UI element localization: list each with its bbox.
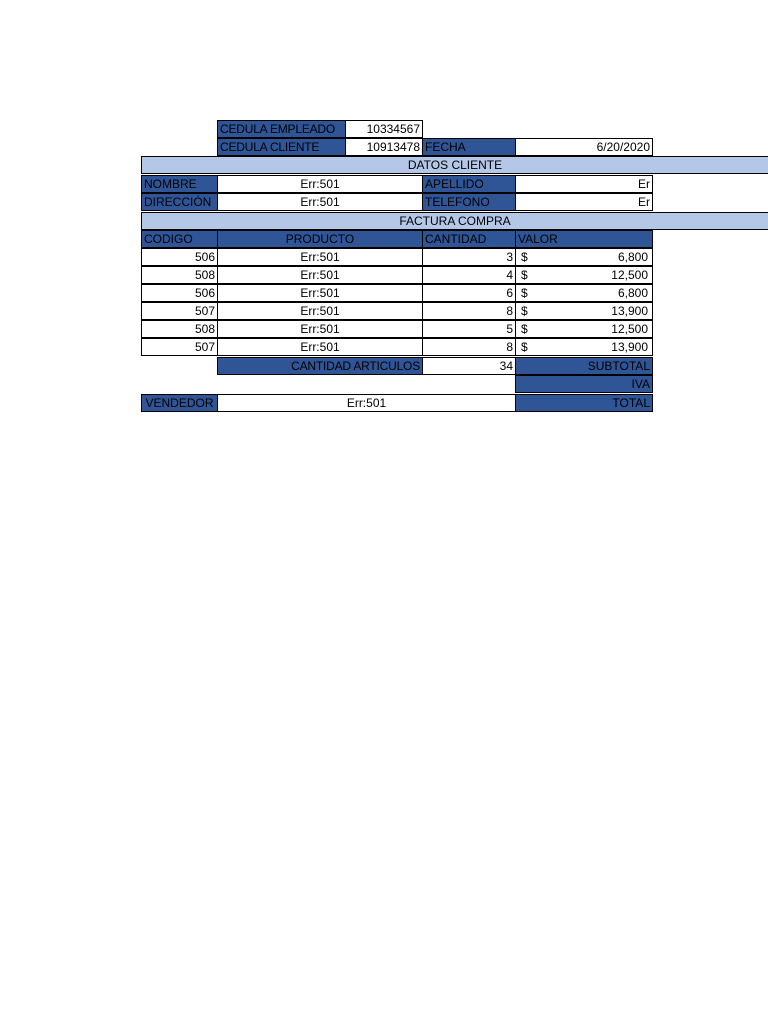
row-cantidad[interactable]: 5 — [422, 320, 516, 338]
cedula-cliente-label: CEDULA CLIENTE — [217, 138, 346, 156]
apellido-label: APELLIDO — [422, 175, 516, 193]
nombre-label: NOMBRE — [141, 175, 218, 193]
direccion-label: DIRECCIÓN — [141, 193, 218, 211]
row-cantidad[interactable]: 8 — [422, 302, 516, 320]
vendedor-value[interactable]: Err:501 — [217, 394, 516, 412]
currency-symbol: $ — [521, 340, 528, 354]
row-valor[interactable] — [515, 338, 653, 356]
telefono-label: TELEFONO — [422, 193, 516, 211]
row-producto[interactable]: Err:501 — [217, 338, 423, 356]
subtotal-label: SUBTOTAL — [515, 357, 653, 375]
row-valor[interactable] — [515, 320, 653, 338]
row-codigo[interactable]: 508 — [141, 320, 218, 338]
row-cantidad[interactable]: 8 — [422, 338, 516, 356]
column-header-codigo: CODIGO — [141, 230, 218, 248]
currency-symbol: $ — [521, 268, 528, 282]
column-header-cantidad: CANTIDAD — [422, 230, 516, 248]
row-valor[interactable] — [515, 302, 653, 320]
row-codigo[interactable]: 507 — [141, 302, 218, 320]
fecha-label: FECHA — [422, 138, 516, 156]
row-codigo[interactable]: 508 — [141, 266, 218, 284]
factura-compra-header: FACTURA COMPRA — [141, 212, 768, 230]
cantidad-articulos-label: CANTIDAD ARTICULOS — [217, 357, 423, 375]
row-producto[interactable]: Err:501 — [217, 248, 423, 266]
currency-symbol: $ — [521, 304, 528, 318]
row-producto[interactable]: Err:501 — [217, 284, 423, 302]
fecha-value[interactable]: 6/20/2020 — [515, 138, 653, 156]
row-valor-amount: 13,900 — [611, 340, 648, 354]
currency-symbol: $ — [521, 322, 528, 336]
cedula-empleado-value[interactable]: 10334567 — [345, 120, 423, 138]
apellido-value[interactable]: Er — [515, 175, 653, 193]
row-cantidad[interactable]: 4 — [422, 266, 516, 284]
nombre-value[interactable]: Err:501 — [217, 175, 423, 193]
cantidad-articulos-value[interactable]: 34 — [422, 357, 516, 375]
cedula-cliente-value[interactable]: 10913478 — [345, 138, 423, 156]
row-codigo[interactable]: 507 — [141, 338, 218, 356]
currency-symbol: $ — [521, 286, 528, 300]
direccion-value[interactable]: Err:501 — [217, 193, 423, 211]
row-producto[interactable]: Err:501 — [217, 266, 423, 284]
row-valor-amount: 12,500 — [611, 322, 648, 336]
row-cantidad[interactable]: 6 — [422, 284, 516, 302]
row-cantidad[interactable]: 3 — [422, 248, 516, 266]
row-valor-amount: 12,500 — [611, 268, 648, 282]
column-header-valor: VALOR — [515, 230, 653, 248]
vendedor-label: VENDEDOR — [141, 394, 218, 412]
cedula-empleado-label: CEDULA EMPLEADO — [217, 120, 346, 138]
row-valor[interactable] — [515, 284, 653, 302]
row-valor[interactable] — [515, 248, 653, 266]
telefono-value[interactable]: Er — [515, 193, 653, 211]
row-valor-amount: 13,900 — [611, 304, 648, 318]
row-valor-amount: 6,800 — [617, 250, 648, 264]
datos-cliente-header: DATOS CLIENTE — [141, 156, 768, 174]
row-valor-amount: 6,800 — [617, 286, 648, 300]
row-producto[interactable]: Err:501 — [217, 320, 423, 338]
row-codigo[interactable]: 506 — [141, 284, 218, 302]
iva-label: IVA — [515, 375, 653, 393]
row-valor[interactable] — [515, 266, 653, 284]
total-label: TOTAL — [515, 394, 653, 412]
currency-symbol: $ — [521, 250, 528, 264]
row-producto[interactable]: Err:501 — [217, 302, 423, 320]
row-codigo[interactable]: 506 — [141, 248, 218, 266]
column-header-producto: PRODUCTO — [217, 230, 423, 248]
